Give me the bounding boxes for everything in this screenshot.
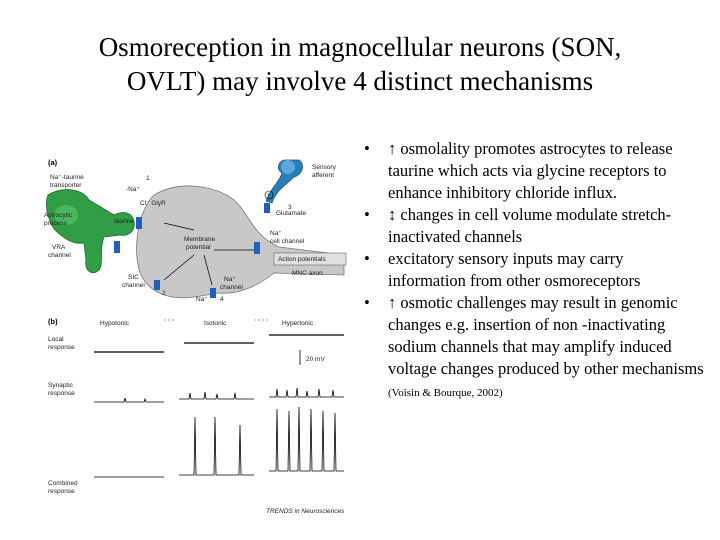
label-afferent: afferent xyxy=(312,172,334,179)
slide-title-line-1: Osmoreception in magnocellular neurons (SON, xyxy=(98,32,622,62)
label-vra-channel: channel xyxy=(48,252,71,259)
label-sic-channel: channel xyxy=(122,282,145,289)
bullet-marker: • xyxy=(364,293,370,312)
label-num1: 1 xyxy=(146,175,150,182)
label-na-bottom: Na⁺ xyxy=(196,296,208,303)
trace-synaptic xyxy=(94,388,344,402)
label-num3: 3 xyxy=(288,204,292,211)
trace-combined xyxy=(94,407,344,477)
bullet-text: ↕ changes in cell volume modulate stretch-inactivated channels xyxy=(388,205,672,246)
col-hypertonic: Hypertonic xyxy=(282,320,314,327)
vra-channel xyxy=(114,241,120,253)
label-vra: VRA xyxy=(52,244,66,251)
label-process: process xyxy=(44,220,67,227)
row-combined-response: response xyxy=(48,488,75,495)
bullet-text: ↑ osmotic challenges may result in genomic changes e.g. insertion of non -inactivating sodium channels that may amplify induced voltage changes produced by other mechanisms xyxy=(388,293,704,378)
bullet-list xyxy=(360,138,705,404)
bullet-item-1 xyxy=(360,138,705,204)
slide-title xyxy=(0,30,720,98)
bullet-marker: • xyxy=(364,249,370,268)
label-plus: + xyxy=(267,192,271,199)
glutamate-receptor xyxy=(264,203,270,213)
bullet-marker: • xyxy=(364,139,370,158)
neuron-soma xyxy=(137,186,344,298)
bullet-text: ↑ osmolality promotes astrocytes to release taurine which acts via glycine receptors to enhance inhibitory chloride influx. xyxy=(388,139,673,202)
label-taurine: taurine xyxy=(114,218,134,225)
sic-channel-shape xyxy=(154,280,160,290)
label-potential: potential xyxy=(186,244,211,251)
row-synaptic: Synaptic xyxy=(48,382,73,389)
bullet-item-2 xyxy=(360,204,705,248)
label-sic: SIC xyxy=(128,274,139,281)
row-local: Local xyxy=(48,336,64,343)
figure-credit: TRENDS in Neurosciences xyxy=(266,508,345,515)
bullet-text: excitatory sensory inputs may carry information from other osmoreceptors xyxy=(388,249,641,290)
row-combined: Combined xyxy=(48,480,78,487)
bullet-marker: • xyxy=(364,205,370,224)
figure xyxy=(44,155,354,517)
na-cell-channel-shape xyxy=(254,242,260,254)
slide-title-line-2: OVLT) may involve 4 distinct mechanisms xyxy=(126,66,594,96)
label-cell-channel: cell channel xyxy=(270,238,305,245)
label-na-cell: Na⁺ xyxy=(270,230,282,237)
citation: (Voisin & Bourque, 2002) xyxy=(388,387,503,399)
scale-label: 20 mV xyxy=(306,356,325,363)
label-num4: 4 xyxy=(220,296,224,303)
bullet-item-3 xyxy=(360,248,705,292)
label-na-channel-ch: channel xyxy=(220,284,243,291)
panel-a-label: (a) xyxy=(48,158,58,167)
label-na-taurine: Na⁺-taurine xyxy=(50,174,84,181)
astrocyte-process xyxy=(46,190,134,273)
label-astrocytic: Astrocytic xyxy=(44,212,73,219)
figure-svg xyxy=(44,155,354,517)
trace-local xyxy=(94,335,344,352)
na-channel-shape xyxy=(210,288,216,298)
label-action-potentials: Action potentials xyxy=(278,256,326,263)
col-hypotonic: Hypotonic xyxy=(100,320,129,327)
label-na-in: -Na⁺ xyxy=(126,186,140,193)
glyr-channel xyxy=(136,217,142,229)
label-cl-glyr: Cl⁻ GlyR xyxy=(140,200,166,207)
label-sensory: Sensory xyxy=(312,164,336,171)
col-isotonic: Isotonic xyxy=(204,320,227,327)
label-na-channel-na: Na⁺ xyxy=(224,276,236,283)
row-local-response: response xyxy=(48,344,75,351)
label-glutamate: Glutamate xyxy=(276,210,306,217)
label-num2: 2 xyxy=(162,290,166,297)
bullet-item-4 xyxy=(360,292,705,404)
label-transporter: transporter xyxy=(50,182,82,189)
panel-b-label: (b) xyxy=(48,317,58,326)
row-synaptic-response: response xyxy=(48,390,75,397)
label-mnc-axon: MNC axon xyxy=(292,270,323,277)
label-membrane: Membrane xyxy=(184,236,216,243)
sensory-terminal xyxy=(281,160,295,174)
